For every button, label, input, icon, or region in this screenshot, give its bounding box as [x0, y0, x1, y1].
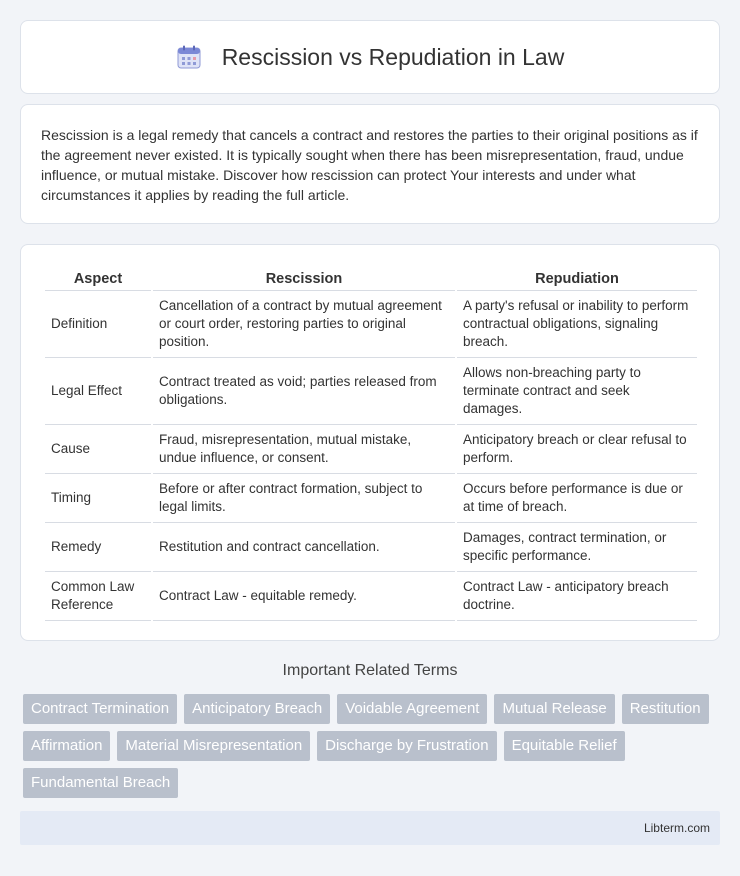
related-term-tag[interactable]: Fundamental Breach — [23, 768, 178, 798]
intro-card — [20, 104, 720, 224]
related-term-tag[interactable]: Mutual Release — [494, 694, 614, 724]
table-row — [45, 291, 697, 358]
related-term-tag[interactable]: Contract Termination — [23, 694, 177, 724]
related-term-tag[interactable]: Voidable Agreement — [337, 694, 487, 724]
repudiation-cell: Damages, contract termination, or specific performance. — [457, 523, 697, 572]
column-header-aspect: Aspect — [45, 265, 151, 291]
aspect-cell: Definition — [45, 291, 151, 358]
repudiation-cell: A party's refusal or inability to perform contractual obligations, signaling breach. — [457, 291, 697, 358]
related-term-tag[interactable]: Restitution — [622, 694, 709, 724]
repudiation-cell: Contract Law - anticipatory breach doctrine. — [457, 572, 697, 621]
intro-text: Rescission is a legal remedy that cancels a contract and restores the parties to their original positions as if the agreement never existed. It is typically sought when there has been misrepresentation, fraud, undue influence, or mutual mistake. Discover how rescission can protect Your interests and under what circumstances it applies by reading the full article. — [41, 127, 698, 203]
rescission-cell: Fraud, misrepresentation, mutual mistake, undue influence, or consent. — [153, 425, 455, 474]
table-row — [45, 572, 697, 621]
repudiation-cell: Allows non-breaching party to terminate contract and seek damages. — [457, 358, 697, 425]
aspect-cell: Cause — [45, 425, 151, 474]
rescission-cell: Contract Law - equitable remedy. — [153, 572, 455, 621]
rescission-cell: Contract treated as void; parties released from obligations. — [153, 358, 455, 425]
related-term-tag[interactable]: Material Misrepresentation — [117, 731, 310, 761]
rescission-cell: Restitution and contract cancellation. — [153, 523, 455, 572]
related-term-tag[interactable]: Equitable Relief — [504, 731, 625, 761]
aspect-cell: Legal Effect — [45, 358, 151, 425]
related-term-tag[interactable]: Discharge by Frustration — [317, 731, 496, 761]
aspect-cell: Remedy — [45, 523, 151, 572]
repudiation-cell: Occurs before performance is due or at time of breach. — [457, 474, 697, 523]
table-row — [45, 474, 697, 523]
comparison-table-card — [20, 244, 720, 641]
calendar-icon — [176, 44, 202, 70]
column-header-repudiation: Repudiation — [457, 265, 697, 291]
rescission-cell: Cancellation of a contract by mutual agreement or court order, restoring parties to original position. — [153, 291, 455, 358]
aspect-cell: Common Law Reference — [45, 572, 151, 621]
footer-site-link[interactable]: Libterm.com — [643, 821, 710, 835]
comparison-table — [43, 265, 699, 621]
header-card — [20, 20, 720, 94]
page-title: Rescission vs Repudiation in Law — [221, 43, 565, 70]
related-terms-title: Important Related Terms — [282, 662, 458, 679]
table-row — [45, 425, 697, 474]
rescission-cell: Before or after contract formation, subject to legal limits. — [153, 474, 455, 523]
footer — [20, 811, 720, 845]
table-header-row — [45, 265, 697, 291]
table-row — [45, 358, 697, 425]
column-header-rescission: Rescission — [153, 265, 455, 291]
related-term-tag[interactable]: Anticipatory Breach — [184, 694, 330, 724]
table-row — [45, 523, 697, 572]
related-terms-list — [23, 694, 723, 798]
related-term-tag[interactable]: Affirmation — [23, 731, 110, 761]
repudiation-cell: Anticipatory breach or clear refusal to perform. — [457, 425, 697, 474]
aspect-cell: Timing — [45, 474, 151, 523]
